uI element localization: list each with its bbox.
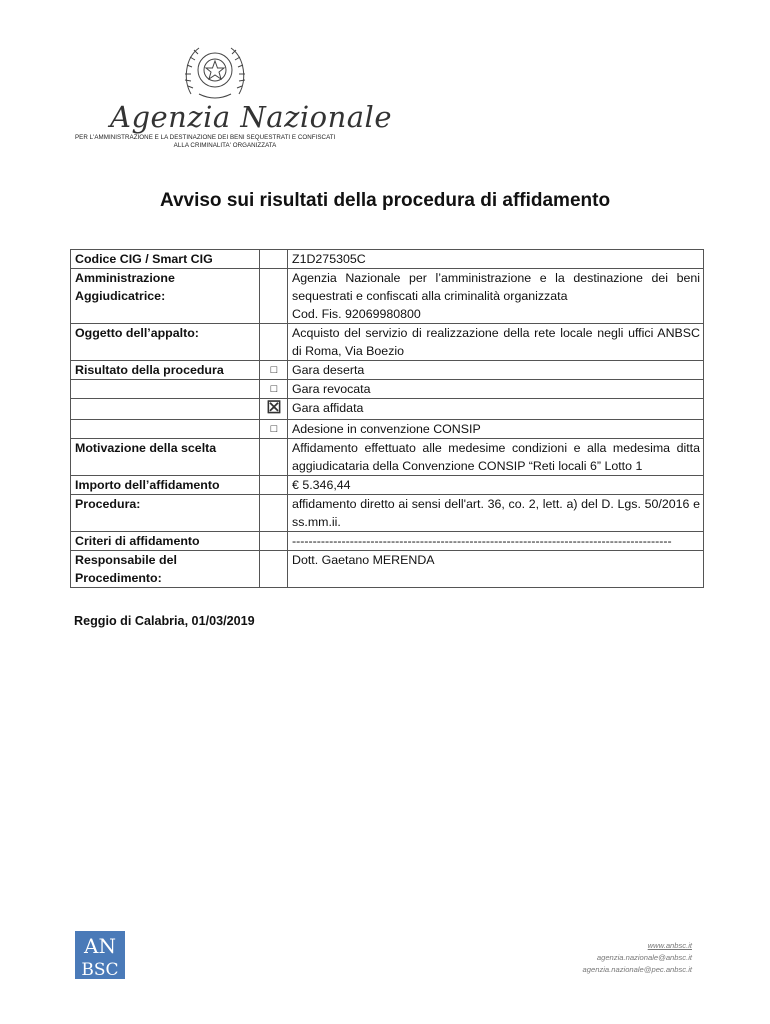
criteri-label: Criteri di affidamento	[71, 532, 260, 551]
importo-label: Importo dell’affidamento	[71, 476, 260, 495]
amministrazione-value: Agenzia Nazionale per l’amministrazione e la destinazione dei beni sequestrati e confiscati alla criminalità organizzata Cod. Fis. 92069980800	[288, 269, 704, 324]
table-row-procedura	[71, 495, 704, 532]
anbsc-logo	[75, 931, 125, 979]
oggetto-value: Acquisto del servizio di realizzazione della rete locale negli uffici ANBSC di Roma, Via Boezio	[288, 324, 704, 361]
checkbox-icon: □	[260, 380, 288, 399]
table-row-cig	[71, 250, 704, 269]
agency-subtitle-line-1: PER L'AMMINISTRAZIONE E LA DESTINAZIONE DEI BENI SEQUESTRATI E CONFISCATI	[75, 134, 336, 141]
checkbox-icon: □	[260, 361, 288, 380]
criteri-value: --------------------------------------------------------------------------------------------	[288, 532, 704, 551]
agency-name: Agenzia Nazionale	[110, 100, 392, 134]
logo-text-bottom: BSC	[81, 960, 119, 979]
pec-address[interactable]: agenzia.nazionale@pec.anbsc.it	[582, 965, 692, 974]
oggetto-label: Oggetto dell’appalto:	[71, 324, 260, 361]
procedura-label: Procedura:	[71, 495, 260, 532]
option-label: Gara affidata	[288, 399, 704, 420]
cig-label: Codice CIG / Smart CIG	[71, 250, 260, 269]
place-date: Reggio di Calabria, 01/03/2019	[74, 614, 255, 628]
responsabile-value: Dott. Gaetano MERENDA	[288, 551, 704, 588]
table-row-option	[71, 380, 704, 399]
results-table	[70, 249, 704, 588]
table-row-responsabile	[71, 551, 704, 588]
logo-text-top: AN	[84, 934, 116, 958]
option-label: Gara revocata	[288, 380, 704, 399]
table-row-motivazione	[71, 439, 704, 476]
risultato-label: Risultato della procedura	[71, 361, 260, 380]
procedura-value: affidamento diretto ai sensi dell'art. 36, co. 2, lett. a) del D. Lgs. 50/2016 e ss.mm.ii.	[288, 495, 704, 532]
italian-republic-emblem-icon	[179, 38, 251, 104]
table-row-oggetto	[71, 324, 704, 361]
responsabile-label: Responsabile del Procedimento:	[71, 551, 260, 588]
motivazione-label: Motivazione della scelta	[71, 439, 260, 476]
email-address[interactable]: agenzia.nazionale@anbsc.it	[596, 953, 692, 962]
table-row-amministrazione	[71, 269, 704, 324]
website-link[interactable]: www.anbsc.it	[647, 941, 692, 950]
table-row-criteri	[71, 532, 704, 551]
checkbox-icon: □	[260, 420, 288, 439]
letterhead	[75, 38, 392, 158]
cig-value: Z1D275305C	[288, 250, 704, 269]
table-row-option	[71, 420, 704, 439]
table-row-option	[71, 399, 704, 420]
agency-subtitle-line-2: ALLA CRIMINALITA' ORGANIZZATA	[173, 142, 277, 149]
page-title: Avviso sui risultati della procedura di affidamento	[159, 190, 611, 211]
checked-box-icon: ☒	[266, 398, 282, 417]
option-label: Adesione in convenzione CONSIP	[288, 420, 704, 439]
amministrazione-label: Amministrazione Aggiudicatrice:	[71, 269, 260, 324]
table-row-option	[71, 361, 704, 380]
table-row-importo	[71, 476, 704, 495]
motivazione-value: Affidamento effettuato alle medesime condizioni e alla medesima ditta aggiudicataria della Convenzione CONSIP “Reti locali 6” Lotto 1	[288, 439, 704, 476]
option-label: Gara deserta	[288, 361, 704, 380]
footer-contacts	[583, 940, 692, 976]
importo-value: € 5.346,44	[288, 476, 704, 495]
